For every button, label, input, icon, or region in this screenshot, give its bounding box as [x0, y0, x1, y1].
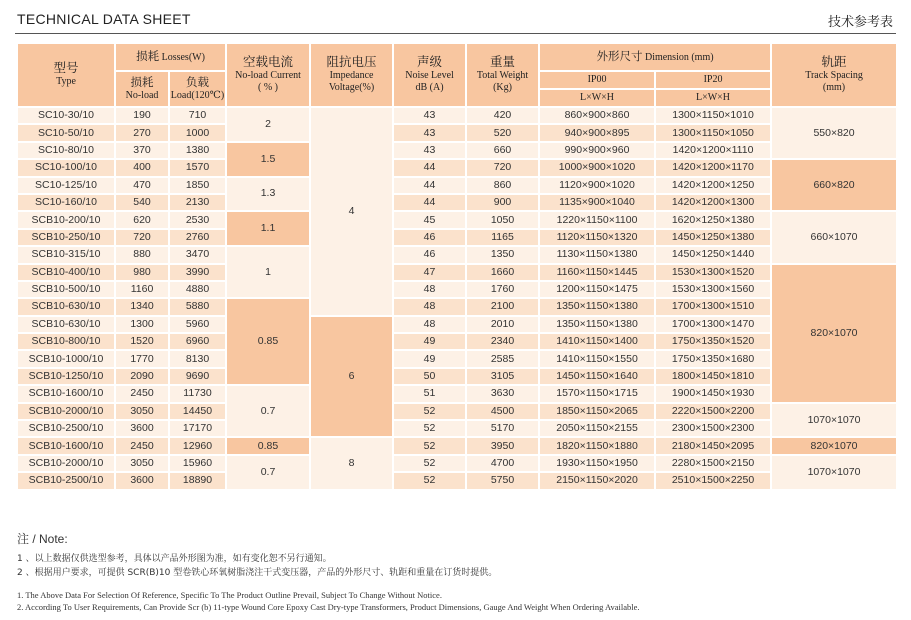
cell-ip20: 1300×1150×1010	[655, 107, 771, 124]
cell-noise: 43	[393, 142, 466, 159]
cell-noload-loss: 880	[115, 246, 169, 263]
cell-type: SCB10-500/10	[17, 281, 115, 298]
table-row	[17, 403, 897, 420]
cell-ip20: 1420×1200×1110	[655, 142, 771, 159]
cell-weight: 5750	[466, 472, 539, 489]
cell-weight: 1660	[466, 264, 539, 281]
cell-type: SCB10-1250/10	[17, 368, 115, 385]
col-weight: 重量 Total Weight (Kg)	[466, 43, 539, 107]
cell-weight: 520	[466, 124, 539, 141]
table-row	[17, 264, 897, 281]
cell-noise: 52	[393, 437, 466, 454]
cell-type: SCB10-1000/10	[17, 350, 115, 367]
col-noload-loss: 损耗 No-load	[115, 71, 169, 107]
table-row	[17, 472, 897, 489]
cell-noload-loss: 2450	[115, 385, 169, 402]
cell-noise: 44	[393, 159, 466, 176]
cell-weight: 1050	[466, 211, 539, 228]
cell-noload-loss: 2090	[115, 368, 169, 385]
cell-noload-loss: 3600	[115, 472, 169, 489]
technical-data-table	[16, 42, 898, 491]
cell-ip00: 1570×1150×1715	[539, 385, 655, 402]
cell-load-loss: 12960	[169, 437, 226, 454]
cell-ip00: 1130×1150×1380	[539, 246, 655, 263]
table-row	[17, 420, 897, 437]
cell-noload-loss: 1300	[115, 316, 169, 333]
cell-ip20: 1750×1350×1520	[655, 333, 771, 350]
cell-weight: 3630	[466, 385, 539, 402]
table-row	[17, 281, 897, 298]
cell-track-spacing: 820×1070	[771, 437, 897, 454]
page-title: TECHNICAL DATA SHEET	[17, 11, 191, 27]
cell-ip00: 1000×900×1020	[539, 159, 655, 176]
cell-noload-loss: 980	[115, 264, 169, 281]
table-row	[17, 298, 897, 315]
cell-load-loss: 5960	[169, 316, 226, 333]
cell-ip20: 2510×1500×2250	[655, 472, 771, 489]
table-row	[17, 368, 897, 385]
cell-noise: 43	[393, 124, 466, 141]
cell-noload-loss: 470	[115, 177, 169, 194]
cell-weight: 4500	[466, 403, 539, 420]
cell-load-loss: 3470	[169, 246, 226, 263]
cell-track-spacing: 660×1070	[771, 211, 897, 263]
note-cn-2: 2 、根据用户要求，可提供 SCR(B)10 型卷铁心环氧树脂浇注干式变压器，产品的外形尺寸、轨距和重量在订货时提供。	[17, 568, 498, 578]
cell-ip00: 2150×1150×2020	[539, 472, 655, 489]
cell-load-loss: 14450	[169, 403, 226, 420]
cell-noload-loss: 3050	[115, 403, 169, 420]
cell-track-spacing: 550×820	[771, 107, 897, 159]
col-noise: 声级 Noise Level dB (A)	[393, 43, 466, 107]
cell-ip20: 1300×1150×1050	[655, 124, 771, 141]
cell-noload-loss: 370	[115, 142, 169, 159]
cell-noise: 52	[393, 472, 466, 489]
cell-ip00: 1410×1150×1400	[539, 333, 655, 350]
cell-impedance: 6	[310, 316, 393, 438]
cell-noise: 43	[393, 107, 466, 124]
cell-noise: 49	[393, 333, 466, 350]
cell-type: SCB10-2000/10	[17, 455, 115, 472]
cell-type: SCB10-1600/10	[17, 385, 115, 402]
cell-ip20: 2180×1450×2095	[655, 437, 771, 454]
cell-weight: 720	[466, 159, 539, 176]
cell-load-loss: 8130	[169, 350, 226, 367]
cell-load-loss: 3990	[169, 264, 226, 281]
table-row	[17, 142, 897, 159]
cell-noload-current: 0.85	[226, 437, 310, 454]
cell-impedance: 8	[310, 437, 393, 489]
cell-noload-loss: 270	[115, 124, 169, 141]
cell-ip00: 1820×1150×1880	[539, 437, 655, 454]
cell-load-loss: 1380	[169, 142, 226, 159]
table-row	[17, 246, 897, 263]
cell-noise: 44	[393, 177, 466, 194]
cell-type: SCB10-200/10	[17, 211, 115, 228]
col-impedance: 阻抗电压 Impedance Voltage(%)	[310, 43, 393, 107]
cell-ip20: 1420×1200×1250	[655, 177, 771, 194]
cell-noload-current: 1.5	[226, 142, 310, 177]
cell-ip20: 1530×1300×1520	[655, 264, 771, 281]
cell-ip00: 1200×1150×1475	[539, 281, 655, 298]
cell-ip00: 2050×1150×2155	[539, 420, 655, 437]
col-ip00: IP00	[539, 71, 655, 89]
cell-noload-loss: 620	[115, 211, 169, 228]
cell-noload-loss: 3050	[115, 455, 169, 472]
table-body	[17, 107, 897, 490]
table-row	[17, 229, 897, 246]
cell-weight: 2010	[466, 316, 539, 333]
cell-noise: 50	[393, 368, 466, 385]
cell-type: SC10-125/10	[17, 177, 115, 194]
notes-title: 注 / Note:	[17, 532, 68, 546]
cell-type: SCB10-800/10	[17, 333, 115, 350]
cell-load-loss: 1850	[169, 177, 226, 194]
cell-load-loss: 2130	[169, 194, 226, 211]
page-title-cn: 技术参考表	[827, 14, 893, 29]
cell-noise: 45	[393, 211, 466, 228]
cell-ip20: 1420×1200×1300	[655, 194, 771, 211]
cell-load-loss: 2760	[169, 229, 226, 246]
cell-ip20: 1450×1250×1380	[655, 229, 771, 246]
cell-noise: 52	[393, 420, 466, 437]
cell-impedance: 4	[310, 107, 393, 316]
cell-track-spacing: 820×1070	[771, 264, 897, 403]
col-losses: 损耗 Losses(W)	[115, 43, 226, 71]
cell-noload-current: 1.1	[226, 211, 310, 246]
cell-noload-loss: 1520	[115, 333, 169, 350]
cell-noload-loss: 400	[115, 159, 169, 176]
cell-ip00: 1350×1150×1380	[539, 316, 655, 333]
cell-load-loss: 17170	[169, 420, 226, 437]
cell-weight: 1760	[466, 281, 539, 298]
note-en-1: 1. The Above Data For Selection Of Reference, Specific To The Product Outline Prevail, Subject To Change Without Notice.	[17, 590, 442, 600]
cell-load-loss: 18890	[169, 472, 226, 489]
table-row	[17, 350, 897, 367]
cell-type: SC10-100/10	[17, 159, 115, 176]
cell-noload-loss: 1770	[115, 350, 169, 367]
cell-type: SCB10-315/10	[17, 246, 115, 263]
cell-load-loss: 11730	[169, 385, 226, 402]
cell-ip20: 1900×1450×1930	[655, 385, 771, 402]
cell-load-loss: 5880	[169, 298, 226, 315]
cell-ip20: 2280×1500×2150	[655, 455, 771, 472]
cell-weight: 1165	[466, 229, 539, 246]
cell-ip00: 990×900×960	[539, 142, 655, 159]
cell-noise: 48	[393, 298, 466, 315]
table-row	[17, 333, 897, 350]
cell-ip20: 1420×1200×1170	[655, 159, 771, 176]
cell-weight: 2585	[466, 350, 539, 367]
col-type: 型号 Type	[17, 43, 115, 107]
cell-weight: 1350	[466, 246, 539, 263]
table-row	[17, 385, 897, 402]
cell-noise: 51	[393, 385, 466, 402]
cell-type: SCB10-400/10	[17, 264, 115, 281]
cell-type: SC10-30/10	[17, 107, 115, 124]
cell-noload-loss: 3600	[115, 420, 169, 437]
table-row	[17, 177, 897, 194]
cell-ip00: 1120×900×1020	[539, 177, 655, 194]
col-load-loss: 负载 Load(120℃)	[169, 71, 226, 107]
cell-ip00: 1120×1150×1320	[539, 229, 655, 246]
note-en-2: 2. According To User Requirements, Can Provide Scr (b) 11-type Wound Core Epoxy Cast Dry-type Transformers, Product Dimensions, Gauge And Weight When Ordering Available.	[17, 602, 640, 612]
cell-noload-current: 2	[226, 107, 310, 142]
cell-type: SCB10-1600/10	[17, 437, 115, 454]
cell-noload-loss: 1340	[115, 298, 169, 315]
cell-weight: 4700	[466, 455, 539, 472]
cell-noise: 52	[393, 455, 466, 472]
cell-type: SCB10-630/10	[17, 298, 115, 315]
cell-ip00: 1160×1150×1445	[539, 264, 655, 281]
cell-track-spacing: 1070×1070	[771, 455, 897, 490]
table-row	[17, 437, 897, 454]
cell-load-loss: 4880	[169, 281, 226, 298]
cell-type: SC10-80/10	[17, 142, 115, 159]
cell-ip20: 1620×1250×1380	[655, 211, 771, 228]
cell-weight: 5170	[466, 420, 539, 437]
table-row	[17, 316, 897, 333]
cell-noload-current: 0.85	[226, 298, 310, 385]
cell-noload-current: 0.7	[226, 455, 310, 490]
cell-ip20: 2220×1500×2200	[655, 403, 771, 420]
cell-noload-loss: 540	[115, 194, 169, 211]
cell-type: SCB10-250/10	[17, 229, 115, 246]
cell-load-loss: 2530	[169, 211, 226, 228]
cell-ip20: 1700×1300×1470	[655, 316, 771, 333]
cell-weight: 2100	[466, 298, 539, 315]
cell-noise: 52	[393, 403, 466, 420]
cell-noload-loss: 1160	[115, 281, 169, 298]
cell-type: SCB10-2000/10	[17, 403, 115, 420]
cell-ip00: 1135×900×1040	[539, 194, 655, 211]
cell-load-loss: 9690	[169, 368, 226, 385]
table-row	[17, 211, 897, 228]
cell-ip20: 1530×1300×1560	[655, 281, 771, 298]
col-ip20: IP20	[655, 71, 771, 89]
cell-noise: 44	[393, 194, 466, 211]
cell-ip00: 1410×1150×1550	[539, 350, 655, 367]
cell-noise: 47	[393, 264, 466, 281]
table-row	[17, 455, 897, 472]
cell-noload-loss: 2450	[115, 437, 169, 454]
cell-type: SCB10-2500/10	[17, 472, 115, 489]
cell-noise: 48	[393, 316, 466, 333]
table-row	[17, 194, 897, 211]
notes	[17, 530, 640, 613]
cell-ip00: 1220×1150×1100	[539, 211, 655, 228]
cell-noise: 46	[393, 229, 466, 246]
table-row	[17, 124, 897, 141]
note-cn-1: 1 、以上数据仅供选型参考，具体以产品外形图为准，如有变化恕不另行通知。	[17, 554, 332, 564]
header-divider	[15, 33, 896, 34]
cell-load-loss: 1570	[169, 159, 226, 176]
cell-noise: 49	[393, 350, 466, 367]
col-ip00-lwh: L×W×H	[539, 89, 655, 107]
cell-ip00: 860×900×860	[539, 107, 655, 124]
cell-ip20: 1700×1300×1510	[655, 298, 771, 315]
cell-type: SCB10-630/10	[17, 316, 115, 333]
cell-weight: 3105	[466, 368, 539, 385]
cell-ip20: 1800×1450×1810	[655, 368, 771, 385]
cell-weight: 860	[466, 177, 539, 194]
table-row	[17, 159, 897, 176]
cell-weight: 420	[466, 107, 539, 124]
cell-weight: 3950	[466, 437, 539, 454]
cell-track-spacing: 1070×1070	[771, 403, 897, 438]
cell-noload-loss: 720	[115, 229, 169, 246]
cell-noload-current: 1	[226, 246, 310, 298]
cell-type: SC10-160/10	[17, 194, 115, 211]
cell-load-loss: 710	[169, 107, 226, 124]
cell-load-loss: 15960	[169, 455, 226, 472]
cell-noload-loss: 190	[115, 107, 169, 124]
col-track-spacing: 轨距 Track Spacing (mm)	[771, 43, 897, 107]
cell-ip00: 1450×1150×1640	[539, 368, 655, 385]
table-row	[17, 107, 897, 124]
cell-track-spacing: 660×820	[771, 159, 897, 211]
col-noload-current: 空载电流 No-load Current ( % )	[226, 43, 310, 107]
cell-type: SCB10-2500/10	[17, 420, 115, 437]
cell-type: SC10-50/10	[17, 124, 115, 141]
cell-ip20: 1750×1350×1680	[655, 350, 771, 367]
cell-ip00: 1350×1150×1380	[539, 298, 655, 315]
col-ip20-lwh: L×W×H	[655, 89, 771, 107]
cell-ip00: 940×900×895	[539, 124, 655, 141]
cell-noload-current: 0.7	[226, 385, 310, 437]
cell-ip00: 1850×1150×2065	[539, 403, 655, 420]
cell-ip20: 1450×1250×1440	[655, 246, 771, 263]
cell-ip00: 1930×1150×1950	[539, 455, 655, 472]
cell-weight: 660	[466, 142, 539, 159]
cell-noise: 46	[393, 246, 466, 263]
cell-weight: 900	[466, 194, 539, 211]
cell-load-loss: 1000	[169, 124, 226, 141]
cell-noload-current: 1.3	[226, 177, 310, 212]
cell-ip20: 2300×1500×2300	[655, 420, 771, 437]
col-dimension: 外形尺寸 Dimension (mm)	[539, 43, 771, 71]
cell-weight: 2340	[466, 333, 539, 350]
cell-load-loss: 6960	[169, 333, 226, 350]
cell-noise: 48	[393, 281, 466, 298]
